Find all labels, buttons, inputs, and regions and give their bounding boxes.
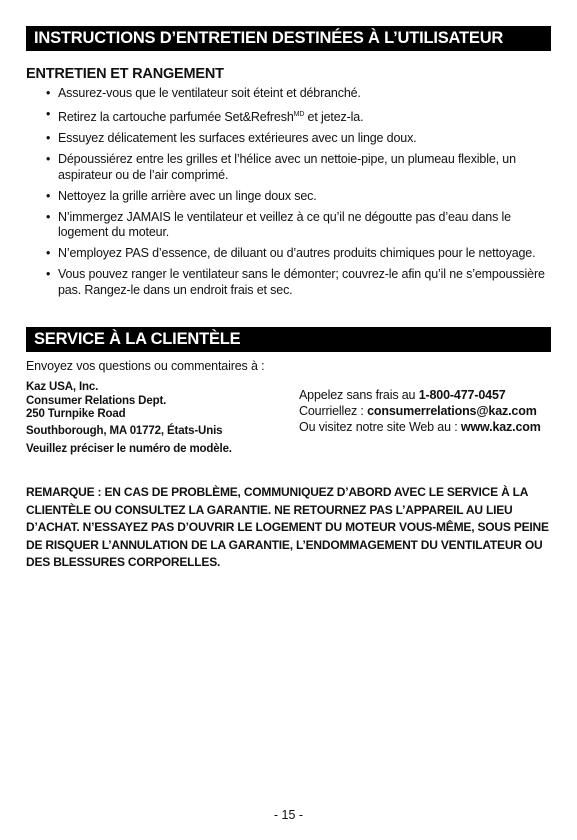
phone-number: 1-800-477-0457 <box>418 388 506 402</box>
address-department: Consumer Relations Dept. <box>26 394 167 407</box>
email-address: consumerrelations@kaz.com <box>367 404 537 418</box>
mailing-address <box>26 381 232 457</box>
customer-service-section-header: SERVICE À LA CLIENTÈLE <box>26 327 551 352</box>
website-address: www.kaz.com <box>460 420 541 434</box>
bullet-dot-icon: • <box>46 188 51 203</box>
address-city: Southborough, MA 01772, États-Unis <box>26 424 223 437</box>
bullet-dot-icon: • <box>46 209 51 224</box>
bullet-dot-icon: • <box>46 86 51 100</box>
bullet-item: • N’employez PAS d’essence, de diluant ou d’autres produits chimiques pour le nettoyage. <box>46 246 536 260</box>
phone-line: Appelez sans frais au 1-800-477-0457 <box>299 388 506 402</box>
warning-note: REMARQUE : EN CAS DE PROBLÈME, COMMUNIQUEZ D’ABORD AVEC LE SERVICE À LA CLIENTÈLE OU CONSULTEZ LA GARANTIE. NE RETOURNEZ PAS L’APPAREIL AU LIEU D’ACHAT. N’ESSAYEZ PAS D’OUVRIR LE LOGEMENT DU MOTEUR VOUS-MÊME, SOUS PEINE DE RISQUER L’ANNULATION DE LA GARANTIE, L’ENDOMMAGEMENT DU VENTILATEUR OU DES BLESSURES CORPORELLES. <box>26 485 549 569</box>
page-number: - 15 - <box>273 808 304 822</box>
service-intro-text: Envoyez vos questions ou commentaires à : <box>26 359 265 373</box>
bullet-dot-icon: • <box>46 107 51 121</box>
bullet-item: • Dépoussiérez entre les grilles et l’hélice avec un nettoie-pipe, un plumeau flexible, un aspirateur ou de l’air comprimé. <box>46 152 516 182</box>
contact-info <box>299 387 541 435</box>
bullet-dot-icon: • <box>46 267 51 281</box>
bullet-item: • Essuyez délicatement les surfaces extérieures avec un linge doux. <box>46 131 417 145</box>
bullet-item: • N’immergez JAMAIS le ventilateur et veillez à ce qu’il ne dégoutte pas d’eau dans le logement du moteur. <box>46 209 511 239</box>
address-street: 250 Turnpike Road <box>26 408 126 420</box>
website-line: Ou visitez notre site Web au : www.kaz.com <box>299 420 541 434</box>
maintenance-subheading: ENTRETIEN ET RANGEMENT <box>26 66 224 82</box>
bullet-item: • Vous pouvez ranger le ventilateur sans le démonter; couvrez-le afin qu’il ne s’empoussière pas. Rangez-le dans un endroit frais et sec. <box>46 267 545 297</box>
bullet-dot-icon: • <box>46 246 51 260</box>
bullet-dot-icon: • <box>46 131 51 145</box>
maintenance-bullet-list <box>46 86 546 304</box>
bullet-dot-icon: • <box>46 152 51 166</box>
bullet-item: • Assurez-vous que le ventilateur soit éteint et débranché. <box>46 86 361 100</box>
email-line: Courriellez : consumerrelations@kaz.com <box>299 404 537 418</box>
maintenance-section-header: INSTRUCTIONS D’ENTRETIEN DESTINÉES À L’UTILISATEUR <box>26 26 551 51</box>
trademark-superscript: MD <box>293 111 305 118</box>
bullet-item: • Nettoyez la grille arrière avec un linge doux sec. <box>46 188 317 203</box>
bullet-item: • Retirez la cartouche parfumée Set&Refresh$^{MD}$ et jetez-la. <box>46 107 364 124</box>
model-number-note: Veuillez préciser le numéro de modèle. <box>26 443 232 455</box>
address-company: Kaz USA, Inc. <box>26 381 99 393</box>
